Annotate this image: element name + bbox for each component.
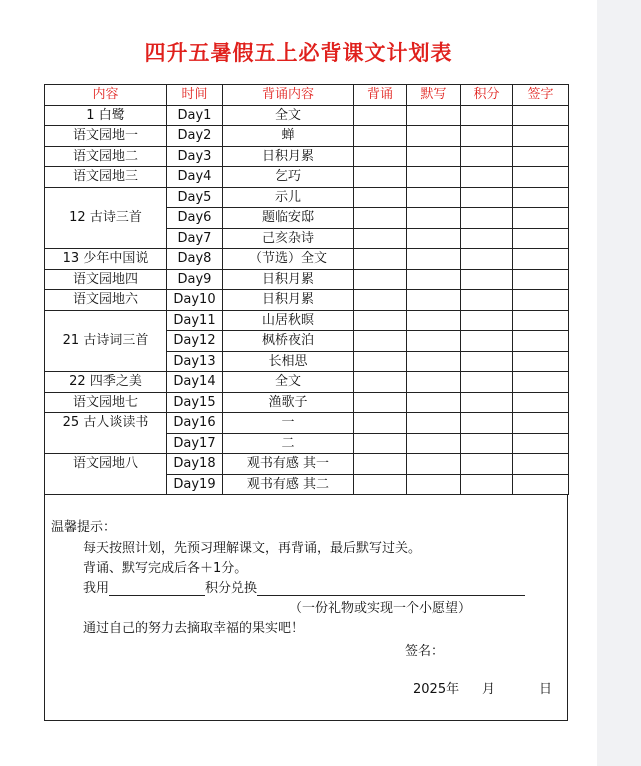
table-row	[45, 187, 569, 208]
points-cell	[461, 228, 513, 249]
signature-cell	[513, 105, 569, 126]
group-cell: 12 古诗三首	[45, 187, 167, 249]
points-cell	[461, 392, 513, 413]
dictation-check-cell	[407, 167, 461, 188]
dictation-check-cell	[407, 310, 461, 331]
dictation-check-cell	[407, 433, 461, 454]
exchange-prefix: 我用	[83, 581, 110, 596]
group-cell: 25 古人谈读书	[45, 413, 167, 454]
table-row	[45, 310, 569, 331]
item-cell: 枫桥夜泊	[223, 331, 354, 352]
item-cell: 长相思	[223, 351, 354, 372]
signature-cell	[513, 208, 569, 229]
item-cell: 山居秋暝	[223, 310, 354, 331]
dictation-check-cell	[407, 126, 461, 147]
dictation-check-cell	[407, 413, 461, 434]
day-cell: Day6	[167, 208, 223, 229]
day-cell: Day3	[167, 146, 223, 167]
points-cell	[461, 413, 513, 434]
recite-check-cell	[354, 269, 407, 290]
plan-table	[44, 84, 569, 495]
table-row	[45, 372, 569, 393]
points-cell	[461, 331, 513, 352]
signature-cell	[513, 433, 569, 454]
points-cell	[461, 474, 513, 495]
item-cell: 观书有感 其二	[223, 474, 354, 495]
recite-check-cell	[354, 474, 407, 495]
recite-check-cell	[354, 105, 407, 126]
dictation-check-cell	[407, 392, 461, 413]
recite-check-cell	[354, 290, 407, 311]
dictation-check-cell	[407, 105, 461, 126]
item-cell: 二	[223, 433, 354, 454]
recite-check-cell	[354, 167, 407, 188]
points-cell	[461, 454, 513, 475]
group-cell: 语文园地三	[45, 167, 167, 188]
table-row	[45, 269, 569, 290]
date-year: 2025年	[413, 682, 460, 697]
item-cell: 蝉	[223, 126, 354, 147]
day-cell: Day8	[167, 249, 223, 270]
dictation-check-cell	[407, 372, 461, 393]
item-cell: 日积月累	[223, 146, 354, 167]
signature-cell	[513, 372, 569, 393]
table-row	[45, 413, 569, 434]
item-cell: 全文	[223, 105, 354, 126]
recite-check-cell	[354, 454, 407, 475]
recite-check-cell	[354, 392, 407, 413]
header-dictation: 默写	[407, 85, 461, 106]
header-row	[45, 85, 569, 106]
dictation-check-cell	[407, 331, 461, 352]
item-cell: 日积月累	[223, 290, 354, 311]
tips-line-reward-hint: （一份礼物或实现一个小愿望）	[289, 601, 472, 616]
signature-cell	[513, 413, 569, 434]
group-cell: 22 四季之美	[45, 372, 167, 393]
signature-cell	[513, 331, 569, 352]
item-cell: 日积月累	[223, 269, 354, 290]
signature-cell	[513, 167, 569, 188]
signature-cell	[513, 392, 569, 413]
date-day: 日	[539, 682, 553, 697]
reward-blank	[257, 580, 525, 596]
group-cell: 1 白鹭	[45, 105, 167, 126]
points-cell	[461, 310, 513, 331]
signature-cell	[513, 269, 569, 290]
table-row	[45, 105, 569, 126]
signature-cell	[513, 351, 569, 372]
dictation-check-cell	[407, 228, 461, 249]
signature-cell	[513, 187, 569, 208]
group-cell: 语文园地一	[45, 126, 167, 147]
dictation-check-cell	[407, 187, 461, 208]
day-cell: Day10	[167, 290, 223, 311]
tips-heading: 温馨提示：	[51, 520, 117, 535]
dictation-check-cell	[407, 454, 461, 475]
recite-check-cell	[354, 208, 407, 229]
recite-check-cell	[354, 249, 407, 270]
signature-cell	[513, 146, 569, 167]
group-cell: 语文园地八	[45, 454, 167, 495]
signature-cell	[513, 454, 569, 475]
group-cell: 13 少年中国说	[45, 249, 167, 270]
recite-check-cell	[354, 351, 407, 372]
points-cell	[461, 105, 513, 126]
signature-cell	[513, 249, 569, 270]
table-row	[45, 167, 569, 188]
exchange-middle: 积分兑换	[205, 581, 258, 596]
day-cell: Day1	[167, 105, 223, 126]
item-cell: 乞巧	[223, 167, 354, 188]
item-cell: 己亥杂诗	[223, 228, 354, 249]
table-row	[45, 146, 569, 167]
day-cell: Day2	[167, 126, 223, 147]
header-signature: 签字	[513, 85, 569, 106]
item-cell: （节选）全文	[223, 249, 354, 270]
dictation-check-cell	[407, 208, 461, 229]
signature-cell	[513, 474, 569, 495]
tips-line-encourage: 通过自己的努力去摘取幸福的果实吧！	[83, 621, 305, 636]
day-cell: Day14	[167, 372, 223, 393]
dictation-check-cell	[407, 146, 461, 167]
day-cell: Day16	[167, 413, 223, 434]
day-cell: Day19	[167, 474, 223, 495]
day-cell: Day11	[167, 310, 223, 331]
points-cell	[461, 372, 513, 393]
signature-cell	[513, 228, 569, 249]
day-cell: Day12	[167, 331, 223, 352]
header-points: 积分	[461, 85, 513, 106]
signature-cell	[513, 310, 569, 331]
item-cell: 渔歌子	[223, 392, 354, 413]
signature-label: 签名：	[405, 644, 445, 659]
points-cell	[461, 208, 513, 229]
points-cell	[461, 269, 513, 290]
group-cell: 语文园地七	[45, 392, 167, 413]
group-cell: 语文园地四	[45, 269, 167, 290]
points-cell	[461, 167, 513, 188]
item-cell: 题临安邸	[223, 208, 354, 229]
recite-check-cell	[354, 310, 407, 331]
table-row	[45, 290, 569, 311]
item-cell: 示儿	[223, 187, 354, 208]
group-cell: 21 古诗词三首	[45, 310, 167, 372]
points-cell	[461, 290, 513, 311]
day-cell: Day5	[167, 187, 223, 208]
day-cell: Day18	[167, 454, 223, 475]
group-cell: 语文园地二	[45, 146, 167, 167]
recite-check-cell	[354, 126, 407, 147]
recite-check-cell	[354, 146, 407, 167]
item-cell: 观书有感 其一	[223, 454, 354, 475]
points-cell	[461, 187, 513, 208]
header-recite: 背诵	[354, 85, 407, 106]
header-content: 内容	[45, 85, 167, 106]
recite-check-cell	[354, 331, 407, 352]
item-cell: 全文	[223, 372, 354, 393]
day-cell: Day15	[167, 392, 223, 413]
recite-check-cell	[354, 228, 407, 249]
points-cell	[461, 126, 513, 147]
tips-line-exchange	[83, 577, 525, 596]
day-cell: Day4	[167, 167, 223, 188]
item-cell: 一	[223, 413, 354, 434]
signature-cell	[513, 126, 569, 147]
dictation-check-cell	[407, 351, 461, 372]
points-cell	[461, 249, 513, 270]
recite-check-cell	[354, 433, 407, 454]
recite-check-cell	[354, 187, 407, 208]
group-cell: 语文园地六	[45, 290, 167, 311]
points-cell	[461, 351, 513, 372]
day-cell: Day7	[167, 228, 223, 249]
tips-line-plan: 每天按照计划，先预习理解课文，再背诵，最后默写过关。	[83, 541, 422, 556]
table-row	[45, 392, 569, 413]
dictation-check-cell	[407, 249, 461, 270]
page-title: 四升五暑假五上必背课文计划表	[144, 41, 453, 65]
day-cell: Day13	[167, 351, 223, 372]
dictation-check-cell	[407, 269, 461, 290]
tips-box	[44, 494, 568, 721]
signature-cell	[513, 290, 569, 311]
dictation-check-cell	[407, 290, 461, 311]
points-blank	[109, 580, 205, 596]
points-cell	[461, 146, 513, 167]
tips-line-points: 背诵、默写完成后各＋1分。	[83, 561, 248, 576]
recite-check-cell	[354, 413, 407, 434]
recite-check-cell	[354, 372, 407, 393]
table-row	[45, 126, 569, 147]
table-row	[45, 249, 569, 270]
dictation-check-cell	[407, 474, 461, 495]
header-time: 时间	[167, 85, 223, 106]
date-month: 月	[482, 682, 496, 697]
day-cell: Day9	[167, 269, 223, 290]
day-cell: Day17	[167, 433, 223, 454]
points-cell	[461, 433, 513, 454]
header-recite-content: 背诵内容	[223, 85, 354, 106]
table-row	[45, 454, 569, 475]
